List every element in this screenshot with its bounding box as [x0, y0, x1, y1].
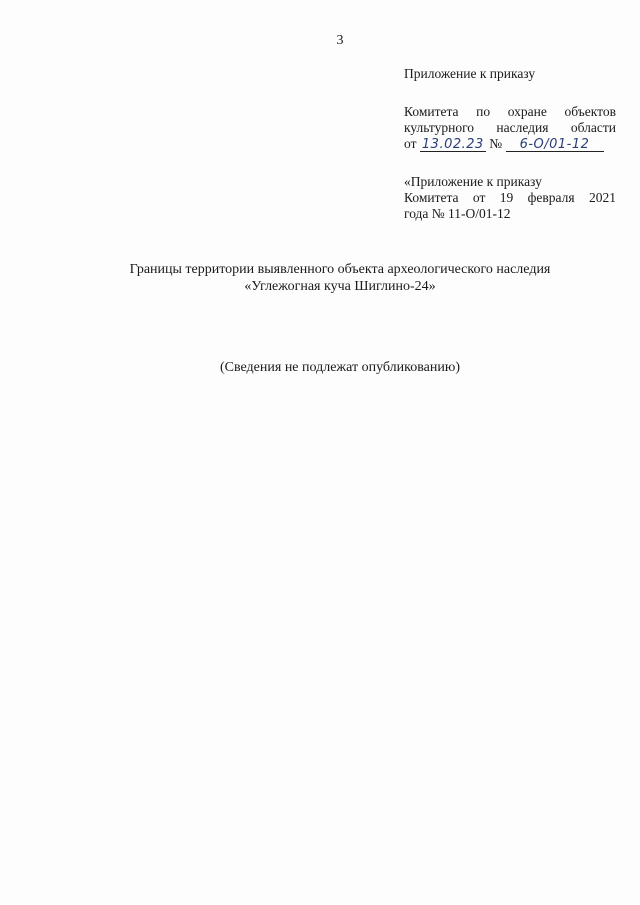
heritage-line: культурного наследия области [404, 120, 616, 135]
number-prefix: № [489, 136, 503, 151]
confidentiality-notice: (Сведения не подлежат опубликованию) [220, 360, 460, 375]
order-date-number-line [404, 136, 616, 152]
appendix-order-block [404, 104, 616, 152]
previous-order-number-line: года № 11-О/01-12 [404, 206, 511, 221]
title-line-2: «Углежогная куча Шиглино-24» [244, 279, 436, 294]
previous-order-line: «Приложение к приказу [404, 174, 542, 189]
title-line-1: Границы территории выявленного объекта археологического наследия [129, 262, 551, 277]
document-title [0, 261, 640, 295]
appendix-heading [404, 66, 616, 82]
date-prefix: от [404, 136, 417, 151]
previous-order-date-line: Комитета от 19 февраля 2021 [404, 190, 616, 205]
handwritten-order-number: 6-О/01-12 [506, 138, 604, 152]
previous-order-block [404, 174, 616, 222]
committee-line: Комитета по охране объектов [404, 104, 616, 119]
page-number: 3 [336, 33, 344, 48]
handwritten-date: 13.02.23 [420, 138, 486, 152]
appendix-line: Приложение к приказу [404, 66, 536, 81]
